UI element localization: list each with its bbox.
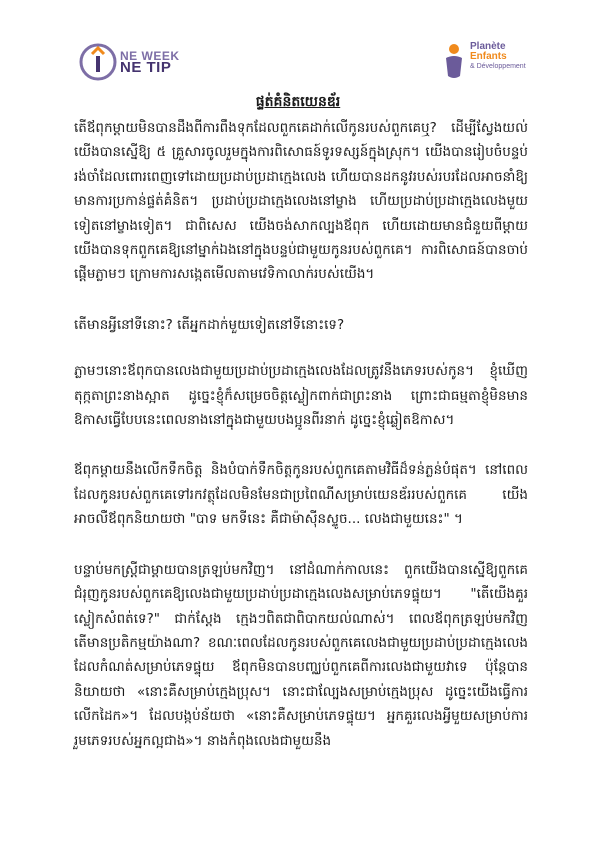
planete-enfants-logo [442, 42, 526, 82]
paragraph-2: តើមានអ្វីនៅទីនោះ? តើអ្នកដាក់មួយទៀតនៅទីនោះទេ? [74, 316, 345, 333]
paragraph-5: បន្ទាប់មកស្រ្តីជាម្តាយបានត្រឡប់មកវិញ។ នៅដំណាក់កាលនេះ ពួកយើងបានស្នើឱ្យពួកគេជំរុញកូនរបស់ពួកគេឱ្យលេងជាមួយប្រដាប់ប្រដាក្មេងលេងសម្រាប់ភេទផ្ទុយ។ "តើយើងគួរស្លៀកសំពត់ទេ?" ជាក់ស្តែង ក្មេងៗពិតជាពិបាកយល់ណាស់។ ពេលឪពុកត្រឡប់មកវិញ តើមានប្រតិកម្មយ៉ាងណា? ខណៈពេលដែលកូនរបស់ពួកគេលេងជាមួយប្រដាប់ប្រដាក្មេងលេងដែលកំណត់សម្រាប់ភេទផ្ទុយ ឪពុកមិនបានបញ្ឈប់ពួកគេពីការលេងជាមួយវាទេ ប៉ុន្តែបាននិយាយថា «នោះគឺសម្រាប់ក្មេងប្រុស។ នោះជាល្បែងសម្រាប់ក្មេងប្រុស ដូច្នេះយើងធ្វើការលើកដៃក»។ ដែលបង្កប់ន័យថា «នោះគឺសម្រាប់ភេទផ្ទុយ។ អ្នកគួរលេងអ្វីមួយសម្រាប់ការរួមភេទរបស់អ្នកល្អជាង»។ នាងកំពុងលេងជាមួយនឹង [74, 561, 528, 749]
pe-line-1: Planète [470, 41, 506, 52]
one-week-logo-icon [78, 42, 118, 82]
planete-enfants-logo-icon [442, 42, 466, 82]
logo-line-2: NE TIP [120, 59, 172, 76]
pe-line-2: Enfants [470, 51, 507, 62]
pe-line-3: & Développement [470, 63, 526, 70]
paragraph-1: តើឪពុកម្តាយមិនបានដឹងពីការពឹងទុកដែលពួកគេដាក់លើកូនរបស់ពួកគេឬ? ដើម្បីស្វែងយល់ យើងបានស្នើឱ្យ ៥ គ្រួសារចូលរួមក្នុងការពិសោធន៍ទូរទស្សន៍ក្នុងស្រុក។ យើងបានរៀបចំបន្ទប់រង់ចាំដែលពោរពេញទៅដោយប្រដាប់ប្រដាក្មេងលេង ហើយបានដកនូវរបស់របរដែលអាចនាំឱ្យមានការប្រកាន់ផ្ទត់គំនិត។ ប្រដាប់ប្រដាក្មេងលេងនៅម្ខាង ហើយប្រដាប់ប្រដាក្មេងលេងមួយទៀតនៅម្ខាងទៀត។ ជាពិសេស យើងចង់សាកល្បងឪពុក ហើយដោយមានជំនួយពីម្តាយ យើងបានទុកពួកគេឱ្យនៅម្នាក់ឯងនៅក្នុងបន្ទប់ជាមួយកូនរបស់ពួកគេ។ ការពិសោធន៍បានចាប់ផ្តើមភ្លាមៗ ក្រោមការសង្កេតមើលតាមវេទិកាលាក់របស់យើង។ [74, 120, 528, 283]
page-header [0, 40, 596, 90]
one-week-one-tip-logo [78, 42, 180, 82]
document-body [74, 116, 528, 779]
document-title: ផ្ទត់គំនិតយេនឌ័រ [255, 94, 341, 110]
logo-line-1: NE WEEK [120, 49, 180, 63]
paragraph-4: ឪពុកម្តាយនឹងលើកទឹកចិត្ត និងបំបាក់ទឹកចិត្តកូនរបស់ពួកគេតាមវិធីដ៏ទន់ភ្លន់បំផុត។ នៅពេលដែលកូនរបស់ពួកគេទៅរកវត្ថុដែលមិនមែនជាប្រពៃណីសម្រាប់យេនឌ័ររបស់ពួកគេ យើងអាចលឺឪពុកនិយាយថា "បាទ មកទីនេះ គឺជាម៉ាស៊ីនស្ទូច... លេងជាមួយនេះ" ។ [74, 462, 528, 528]
paragraph-3: ភ្លាមៗនោះឪពុកបានលេងជាមួយប្រដាប់ប្រដាក្មេងលេងដែលត្រូវនឹងភេទរបស់កូន។ ខ្ញុំឃើញតុក្កតាព្រះនាងស្អាត ដូច្នេះខ្ញុំក៏សម្រេចចិត្តស្លៀកពាក់ជាព្រះនាង ព្រោះជាធម្មតាខ្ញុំមិនមានឱកាសធ្វើបែបនេះពេលនាងនៅក្នុងជាមួយបងប្អូនពីរនាក់ ដូច្នេះខ្ញុំឆ្លៀតឱកាស។ [74, 363, 528, 429]
